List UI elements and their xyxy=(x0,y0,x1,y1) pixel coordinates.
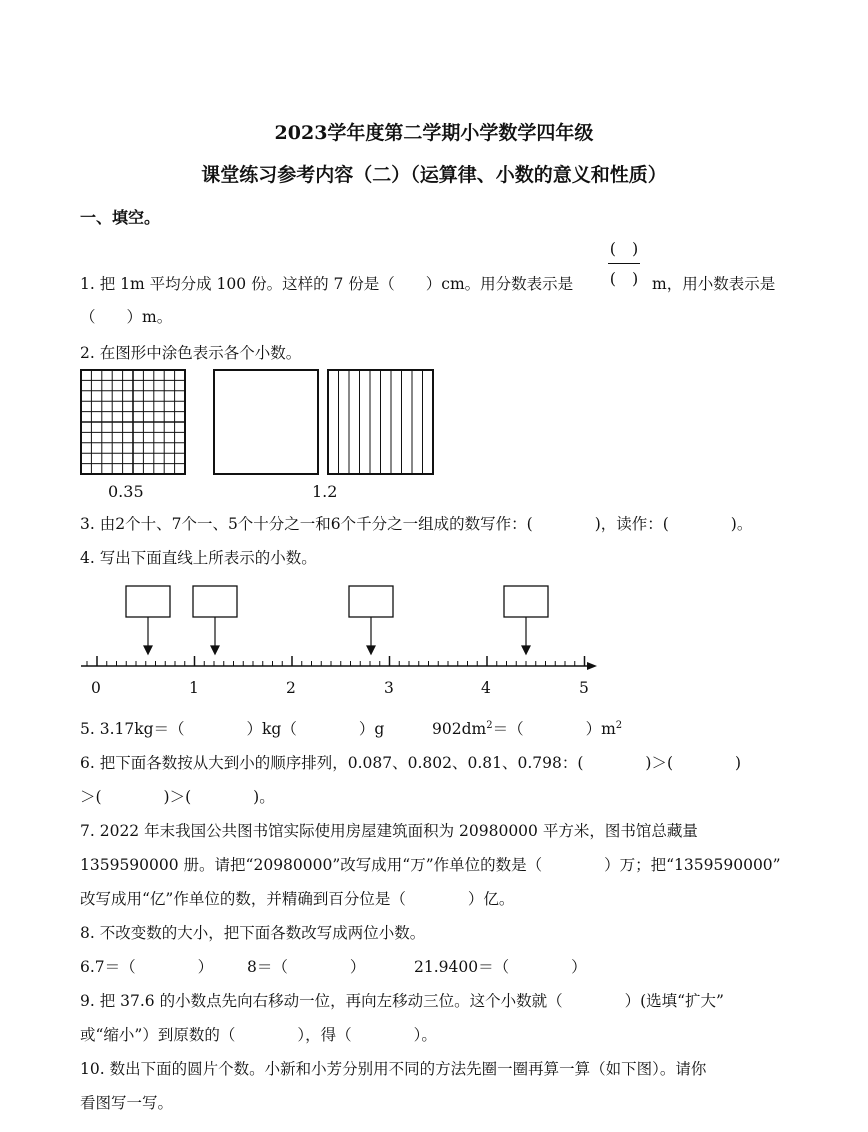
number-line xyxy=(75,578,605,698)
question-5-part1: 5. 3.17kg＝（ ）kg（ ）g xyxy=(80,720,385,738)
question-6-line1: 6. 把下面各数按从大到小的顺序排列，0.087、0.802、0.81、0.798：( )＞( ) xyxy=(80,754,742,772)
fraction-bar xyxy=(608,263,640,264)
question-7-line1: 7. 2022 年末我国公共图书馆实际使用房屋建筑面积为 20980000 平方米，图书馆总藏量 xyxy=(80,822,698,840)
question-6-line2: ＞( )＞( )。 xyxy=(80,788,275,806)
question-9-line2: 或“缩小”）到原数的（ ），得（ ）。 xyxy=(80,1026,437,1044)
page-title: 2023学年度第二学期小学数学四年级 xyxy=(274,122,594,144)
question-10-line1: 10. 数出下面的圆片个数。小新和小芳分别用不同的方法先圈一圈再算一算（如下图）。请你 xyxy=(80,1060,707,1078)
question-10-line2: 看图写一写。 xyxy=(80,1094,174,1112)
question-4-text: 4. 写出下面直线上所表示的小数。 xyxy=(80,549,317,567)
tenths-strip-square[interactable] xyxy=(327,369,434,475)
question-8-c: 21.9400＝（ ） xyxy=(414,958,587,976)
question-7-line2: 1359590000 册。请把“20980000”改写成用“万”作单位的数是（ ）万；把“1359590000” xyxy=(80,856,781,874)
label-1-2: 1.2 xyxy=(312,482,338,501)
question-8-text: 8. 不改变数的大小，把下面各数改写成两位小数。 xyxy=(80,924,426,942)
question-1-line2: （ ）m。 xyxy=(80,308,173,326)
question-8-a: 6.7＝（ ） xyxy=(80,958,214,976)
tick-label-0: 0 xyxy=(91,679,101,697)
answer-box-2[interactable] xyxy=(193,586,237,617)
tick-label-2: 2 xyxy=(286,679,296,697)
answer-box-1[interactable] xyxy=(126,586,170,617)
section-heading: 一、填空。 xyxy=(80,208,161,227)
fraction-blank[interactable] xyxy=(606,236,642,290)
question-7-line3: 改写成用“亿”作单位的数，并精确到百分位是（ ）亿。 xyxy=(80,890,515,908)
tick-label-5: 5 xyxy=(579,679,589,697)
answer-box-4[interactable] xyxy=(504,586,548,617)
question-8-b: 8＝（ ） xyxy=(247,958,366,976)
question-3-text: 3. 由2个十、7个一、5个十分之一和6个千分之一组成的数写作：( )，读作：( )。 xyxy=(80,515,753,533)
tick-label-3: 3 xyxy=(384,679,394,697)
hundred-grid[interactable] xyxy=(80,369,186,475)
question-1-after-fraction: m，用小数表示是 xyxy=(652,275,776,293)
unit-square[interactable] xyxy=(213,369,319,475)
fraction-numerator-blank[interactable]: ( ) xyxy=(609,239,639,258)
page-subtitle: 课堂练习参考内容（二）（运算律、小数的意义和性质） xyxy=(201,164,667,186)
question-2-text: 2. 在图形中涂色表示各个小数。 xyxy=(80,344,302,362)
fraction-denominator-blank[interactable]: ( ) xyxy=(609,269,639,288)
label-0-35: 0.35 xyxy=(108,482,144,501)
question-1-line1: 1. 把 1m 平均分成 100 份。这样的 7 份是（ ）cm。用分数表示是 xyxy=(80,275,574,293)
tick-label-1: 1 xyxy=(189,679,199,697)
tick-label-4: 4 xyxy=(481,679,491,697)
answer-box-3[interactable] xyxy=(349,586,393,617)
question-9-line1: 9. 把 37.6 的小数点先向右移动一位，再向左移动三位。这个小数就（ ）(选填“扩大” xyxy=(80,992,724,1010)
question-5-part2: $902dm^2=$（ ）$m^2$ xyxy=(432,719,623,738)
